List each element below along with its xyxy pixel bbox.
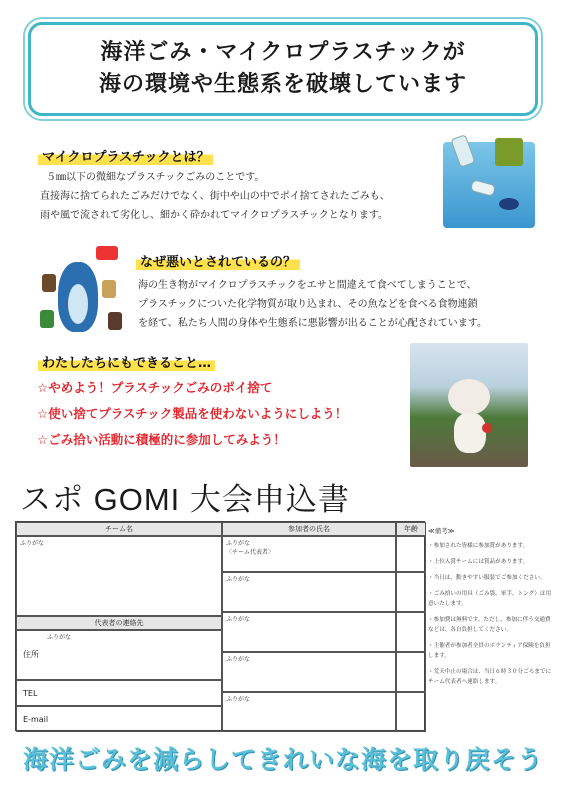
note-item: ・ごみ拾いの用具（ごみ袋、軍手、トング）は用意いたします。 [428, 591, 552, 607]
age-field[interactable] [396, 612, 426, 652]
tel-label: TEL [23, 689, 38, 698]
email-field[interactable] [16, 706, 222, 732]
col-header-team: チーム名 [16, 522, 222, 536]
fish-icon [499, 198, 519, 210]
bottle-icon [450, 134, 475, 168]
bag-icon [482, 423, 492, 433]
age-field[interactable] [396, 652, 426, 692]
section1-line: 雨や風で流されて劣化し、細かく砕かれてマイクロプラスチックとなります。 [40, 210, 388, 221]
leader-tag: 〈チーム代表者〉 [226, 549, 275, 556]
trash-icon [102, 280, 116, 298]
title-line-2: 海の環境や生態系を破壊しています [98, 72, 467, 97]
action-item: ☆使い捨てプラスチック製品を使わないようにしよう！ [37, 406, 348, 421]
email-label: E-mail [23, 715, 49, 724]
title-line-1: 海洋ごみ・マイクロプラスチックが [100, 40, 466, 65]
age-field[interactable] [396, 572, 426, 612]
furigana-label: ふりがな [226, 696, 251, 703]
tel-field[interactable] [16, 680, 222, 706]
trash-icon [40, 310, 54, 328]
mascot-photo [410, 343, 528, 467]
col-header-age: 年齢 [396, 522, 426, 536]
action-item: ☆やめよう！プラスチックごみのポイ捨て [37, 380, 273, 395]
dolphin-illustration [38, 240, 126, 336]
note-item: ・荒天中止の場合は、当日６時３０分ごろまでにチーム代表者へ連絡します。 [428, 669, 552, 685]
participant-field[interactable] [222, 612, 396, 652]
note-item: ・主催者が参加者全員のボランティア保険を負担します。 [428, 643, 551, 659]
mascot-body [454, 413, 486, 453]
bottle-icon [470, 179, 496, 197]
section-heading-microplastic: マイクロプラスチックとは？ [38, 146, 213, 165]
section1-line: ５㎜以下の微細なプラスチックごみのことです。 [46, 172, 265, 183]
title-banner [28, 22, 538, 116]
application-form-table [15, 521, 425, 731]
section-heading-why-bad: なぜ悪いとされているの？ [136, 251, 300, 270]
section2-line: プラスチックについた化学物質が取り込まれ、その魚などを食べる食物連鎖 [138, 299, 478, 310]
team-name-field[interactable] [16, 536, 222, 616]
action-item: ☆ごみ拾い活動に積極的に参加してみよう！ [37, 432, 286, 447]
participant-field[interactable] [222, 652, 396, 692]
note-item: ・上位入賞チームには賞品があります。 [428, 559, 529, 565]
section2-line: 海の生き物がマイクロプラスチックをエサと間違えて食べてしまうことで、 [138, 280, 477, 291]
contact-header: 代表者の連絡先 [16, 616, 222, 630]
address-field[interactable] [16, 630, 222, 680]
form-title: スポ GOMI 大会申込書 [20, 482, 350, 517]
cup-icon [495, 138, 523, 166]
note-item: ・参加費は無料です。ただし、参加に伴う交通費などは、各自負担してください。 [428, 617, 551, 633]
furigana-label: ふりがな [226, 656, 251, 663]
furigana-label: ふりがな [226, 540, 251, 547]
trash-icon [96, 246, 118, 260]
trash-icon [42, 274, 56, 292]
participant-field-leader[interactable] [222, 536, 396, 572]
furigana-label: ふりがな [47, 634, 72, 641]
trash-icon [108, 312, 122, 330]
age-field[interactable] [396, 692, 426, 732]
footer-slogan: 海洋ごみを減らしてきれいな海を取り戻そう [22, 745, 543, 774]
furigana-label: ふりがな [20, 540, 45, 547]
address-label: 住所 [23, 650, 39, 659]
section-text-why-bad [138, 276, 487, 333]
section-heading-what-we-can-do: わたしたちにもできること… [38, 352, 215, 371]
notes-heading: ≪備考≫ [428, 527, 455, 535]
ocean-trash-illustration [443, 142, 535, 228]
mascot-head [448, 379, 490, 415]
participant-field[interactable] [222, 572, 396, 612]
notes-column [428, 526, 554, 693]
age-field[interactable] [396, 536, 426, 572]
col-header-participants: 参加者の氏名 [222, 522, 396, 536]
note-item: ・参加された皆様に参加賞があります。 [428, 543, 529, 549]
section-text-microplastic [40, 168, 390, 225]
section1-line: 直接海に捨てられたごみだけでなく、街中や山の中でポイ捨てされたごみも、 [40, 191, 390, 202]
section2-line: を経て、私たち人間の身体や生態系に悪影響が出ることが心配されています。 [138, 318, 487, 329]
note-item: ・当日は、動きやすい服装でご参加ください。 [428, 575, 546, 581]
furigana-label: ふりがな [226, 576, 251, 583]
participant-field[interactable] [222, 692, 396, 732]
furigana-label: ふりがな [226, 616, 251, 623]
